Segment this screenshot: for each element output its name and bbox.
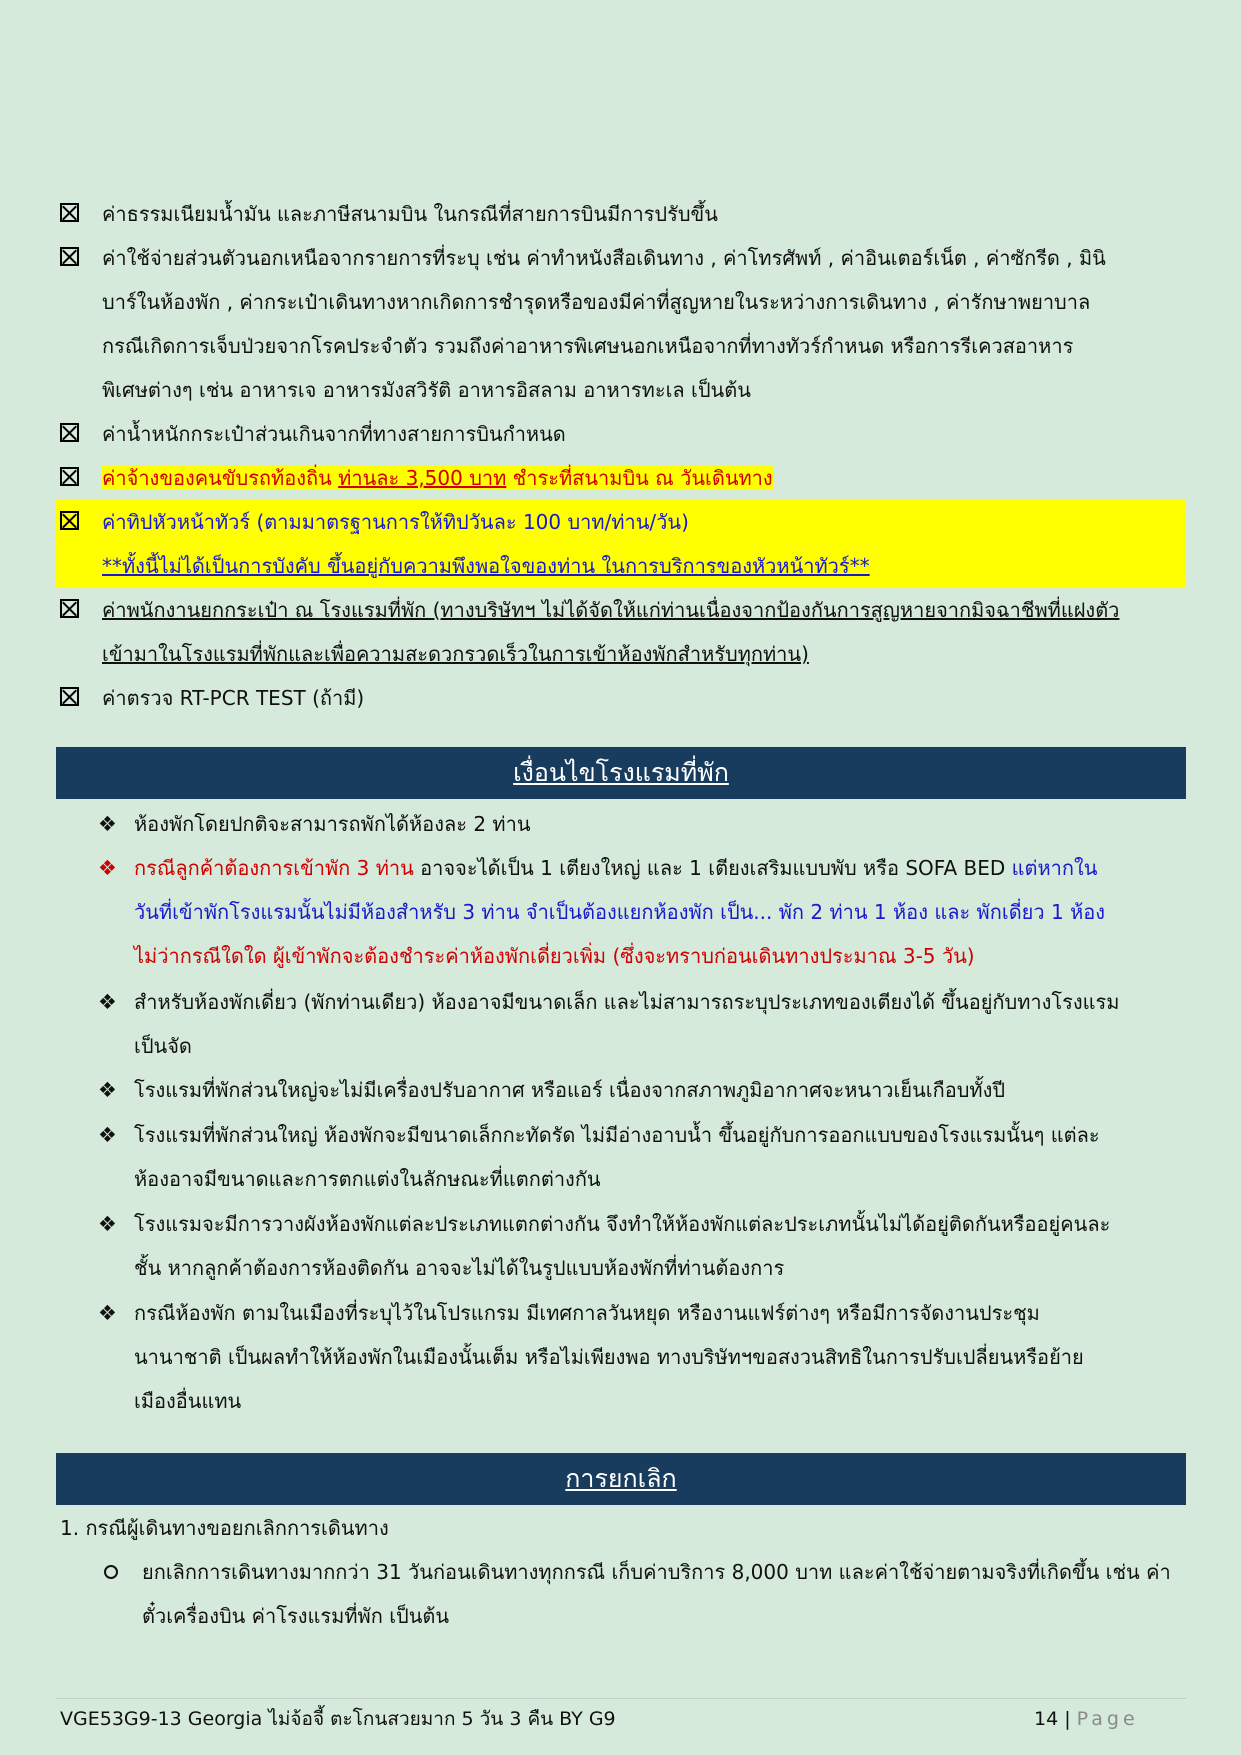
excluded-personal-line: พิเศษต่างๆ เช่น อาหารเจ อาหารมังสวิรัติ อาหารอิสลาม อาหารทะเล เป็นต้น — [102, 378, 751, 402]
tip-line-1: ค่าทิปหัวหน้าทัวร์ (ตามมาตรฐานการให้ทิปวันละ 100 บาท/ท่าน/วัน) — [102, 510, 689, 534]
porter-line: เข้ามาในโรงแรมที่พักและเพื่อความสะดวกรวดเร็วในการเข้าห้องพักสำหรับทุกท่าน) — [102, 642, 809, 666]
checkbox-x-icon — [60, 423, 79, 442]
hotel-conditions-title: เงื่อนไขโรงแรมที่พัก — [56, 747, 1186, 799]
checkbox-x-icon — [60, 247, 79, 266]
hotel-item-text: ชั้น หากลูกค้าต้องการห้องติดกัน อาจจะไม่ได้ในรูปแบบห้องพักที่ท่านต้องการ — [134, 1256, 785, 1280]
diamond-bullet-icon: ❖ — [98, 1078, 117, 1102]
cancellation-item-text: ยกเลิกการเดินทางมากกว่า 31 วันก่อนเดินทางทุกกรณี เก็บค่าบริการ 8,000 บาท และค่าใช้จ่ายตามจริงที่เกิดขึ้น เช่น ค่า — [142, 1560, 1171, 1584]
footer-page-number — [1034, 1704, 1139, 1734]
porter-line: ค่าพนักงานยกกระเป๋า ณ โรงแรมที่พัก (ทางบริษัทฯ ไม่ได้จัดให้แก่ท่านเนื่องจากป้องกันการสูญหายจากมิจฉาชีพที่แฝงตัว — [102, 598, 1120, 622]
diamond-bullet-icon: ❖ — [98, 1212, 117, 1236]
hotel-item-text: นานาชาติ เป็นผลทำให้ห้องพักในเมืองนั้นเต็ม หรือไม่เพียงพอ ทางบริษัทฯขอสงวนสิทธิในการปรับเปลี่ยนหรือย้าย — [134, 1345, 1084, 1369]
triple-red-line: ไม่ว่ากรณีใดใด ผู้เข้าพักจะต้องชำระค่าห้องพักเดี่ยวเพิ่ม (ซึ่งจะทราบก่อนเดินทางประมาณ 3-5 วัน) — [134, 944, 975, 968]
checkbox-x-icon — [60, 599, 79, 618]
hotel-item-text: โรงแรมที่พักส่วนใหญ่ ห้องพักจะมีขนาดเล็กกะทัดรัด ไม่มีอ่างอาบน้ำ ขึ้นอยู่กับการออกแบบของโรงแรมนั้นๆ แต่ละ — [134, 1123, 1100, 1147]
footer-tour-code: VGE53G9-13 Georgia ไม่จ้อจี้ ตะโกนสวยมาก 5 วัน 3 คืน BY G9 — [60, 1708, 616, 1730]
excluded-personal-line: กรณีเกิดการเจ็บป่วยจากโรคประจำตัว รวมถึงค่าอาหารพิเศษนอกเหนือจากที่ทางทัวร์กำหนด หรือการรีเควสอาหาร — [102, 334, 1074, 358]
driver-price: ท่านละ 3,500 บาท — [338, 466, 507, 490]
cancellation-heading: 1. กรณีผู้เดินทางขอยกเลิกการเดินทาง — [60, 1516, 389, 1540]
checkbox-x-icon — [60, 687, 79, 706]
driver-text-part3: ชำระที่สนามบิน ณ วันเดินทาง — [506, 466, 773, 490]
cancellation-item-text: ตั๋วเครื่องบิน ค่าโรงแรมที่พัก เป็นต้น — [142, 1604, 450, 1628]
diamond-bullet-icon: ❖ — [98, 990, 117, 1014]
excluded-fuel-text: ค่าธรรมเนียมน้ำมัน และภาษีสนามบิน ในกรณีที่สายการบินมีการปรับขึ้น — [102, 202, 718, 226]
hotel-item-text: ห้องพักโดยปกติจะสามารถพักได้ห้องละ 2 ท่าน — [134, 812, 531, 836]
page-number: 14 — [1034, 1708, 1059, 1730]
triple-blue-text: แต่หากใน — [1011, 856, 1098, 880]
diamond-bullet-icon: ❖ — [98, 812, 117, 836]
cancellation-title: การยกเลิก — [56, 1453, 1186, 1505]
checkbox-x-icon — [60, 203, 79, 222]
driver-text-part1: ค่าจ้างของคนขับรถท้องถิ่น — [102, 466, 339, 490]
page-separator: | — [1058, 1708, 1077, 1730]
hotel-item-text: เป็นจัด — [134, 1034, 192, 1058]
driver-text — [102, 466, 773, 490]
hotel-item-text: โรงแรมที่พักส่วนใหญ่จะไม่มีเครื่องปรับอากาศ หรือแอร์ เนื่องจากสภาพภูมิอากาศจะหนาวเย็นเกือบทั้งปี — [134, 1078, 1006, 1102]
hotel-item-text: สำหรับห้องพักเดี่ยว (พักท่านเดียว) ห้องอาจมีขนาดเล็ก และไม่สามารถระบุประเภทของเตียงได้ ขึ้นอยู่กับทางโรงแรม — [134, 990, 1120, 1014]
hotel-item-text: เมืองอื่นแทน — [134, 1389, 242, 1413]
checkbox-x-icon — [60, 511, 79, 530]
hotel-item-text: กรณีห้องพัก ตามในเมืองที่ระบุไว้ในโปรแกรม มีเทศกาลวันหยุด หรืองานแฟร์ต่างๆ หรือมีการจัดงานประชุม — [134, 1301, 1040, 1325]
triple-black-text: อาจจะได้เป็น 1 เตียงใหญ่ และ 1 เตียงเสริมแบบพับ หรือ SOFA BED — [413, 856, 1012, 880]
diamond-bullet-icon: ❖ — [98, 1301, 117, 1325]
hotel-item-text: ห้องอาจมีขนาดและการตกแต่งในลักษณะที่แตกต่างกัน — [134, 1167, 601, 1191]
excluded-rtpcr-text: ค่าตรวจ RT-PCR TEST (ถ้ามี) — [102, 686, 365, 710]
checkbox-x-icon — [60, 467, 79, 486]
diamond-bullet-icon: ❖ — [98, 856, 117, 880]
page-word: Page — [1076, 1708, 1139, 1730]
excluded-personal-line: บาร์ในห้องพัก , ค่ากระเป๋าเดินทางหากเกิดการชำรุดหรือของมีค่าที่สูญหายในระหว่างการเดินทาง , ค่ารักษาพยาบาล — [102, 290, 1091, 314]
excluded-personal-line: ค่าใช้จ่ายส่วนตัวนอกเหนือจากรายการที่ระบุ เช่น ค่าทำหนังสือเดินทาง , ค่าโทรศัพท์ , ค่าอินเตอร์เน็ต , ค่าซักรีด , มินิ — [102, 246, 1106, 270]
triple-red-text: กรณีลูกค้าต้องการเข้าพัก 3 ท่าน — [134, 856, 414, 880]
triple-blue-line: วันที่เข้าพักโรงแรมนั้นไม่มีห้องสำหรับ 3 ท่าน จำเป็นต้องแยกห้องพัก เป็น... พัก 2 ท่าน 1 ห้อง และ พักเดี่ยว 1 ห้อง — [134, 900, 1106, 924]
tip-line-2: **ทั้งนี้ไม่ได้เป็นการบังคับ ขึ้นอยู่กับความพึงพอใจของท่าน ในการบริการของหัวหน้าทัวร์** — [102, 554, 870, 578]
hotel-item-text: โรงแรมจะมีการวางผังห้องพักแต่ละประเภทแตกต่างกัน จึงทำให้ห้องพักแต่ละประเภทนั้นไม่ได้อยู่ติดกันหรืออยู่คนละ — [134, 1212, 1111, 1236]
circle-bullet-icon — [104, 1565, 118, 1579]
footer-divider — [56, 1698, 1186, 1699]
excluded-baggage-text: ค่าน้ำหนักกระเป๋าส่วนเกินจากที่ทางสายการบินกำหนด — [102, 422, 566, 446]
diamond-bullet-icon: ❖ — [98, 1123, 117, 1147]
